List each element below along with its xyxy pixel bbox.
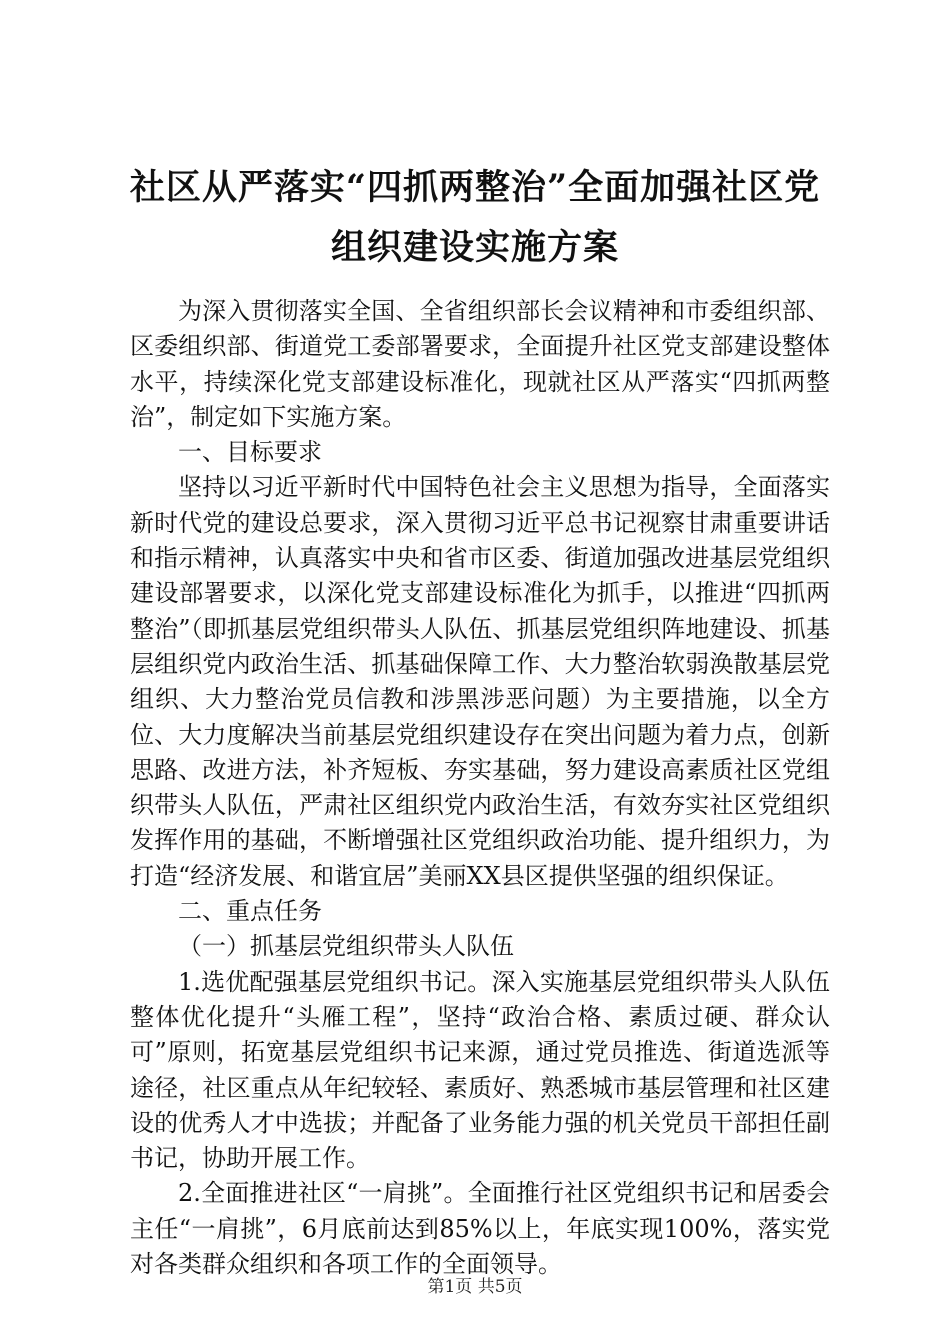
- section-heading-goals: 一、目标要求: [178, 438, 322, 467]
- task-item-2: 2.全面推进社区“一肩挑”。全面推行社区党组织书记和居委会主任“一肩挑”，6月底前达到85%以上，年底实现100%，落实党对各类群众组织和各项工作的全面领导。: [130, 1179, 830, 1279]
- intro-paragraph: 为深入贯彻落实全国、全省组织部长会议精神和市委组织部、区委组织部、街道党工委部署要求，全面提升社区党支部建设整体水平，持续深化党支部建设标准化，现就社区从严落实“四抓两整治”，制定如下实施方案。: [130, 297, 830, 431]
- document-title-line-1: 社区从严落实“四抓两整治”全面加强社区党: [129, 167, 821, 208]
- page-number-footer: 第1页 共5页: [427, 1277, 523, 1297]
- document-body: [130, 294, 830, 1282]
- subsection-heading-leaders: （一）抓基层党组织带头人队伍: [178, 932, 514, 961]
- section-heading-tasks: 二、重点任务: [178, 897, 322, 926]
- task-item-1: 1.选优配强基层党组织书记。深入实施基层党组织带头人队伍整体优化提升“头雁工程”，坚持“政治合格、素质过硬、群众认可”原则，拓宽基层党组织书记来源，通过党员推选、街道选派等途径，社区重点从年纪较轻、素质好、熟悉城市基层管理和社区建设的优秀人才中选拔；并配备了业务能力强的机关党员干部担任副书记，协助开展工作。: [130, 967, 830, 1173]
- document-title-line-2: 组织建设实施方案: [330, 227, 619, 268]
- goals-paragraph: 坚持以习近平新时代中国特色社会主义思想为指导，全面落实新时代党的建设总要求，深入贯彻习近平总书记视察甘肃重要讲话和指示精神，认真落实中央和省市区委、街道加强改进基层党组织建设部署要求，以深化党支部建设标准化为抓手，以推进“四抓两整治”（即抓基层党组织带头人队伍、抓基层党组织阵地建设、抓基层组织党内政治生活、抓基础保障工作、大力整治软弱涣散基层党组织、大力整治党员信教和涉黑涉恶问题）为主要措施，以全方位、大力度解决当前基层党组织建设存在突出问题为着力点，创新思路、改进方法，补齐短板、夯实基础，努力建设高素质社区党组织带头人队伍，严肃社区组织党内政治生活，有效夯实社区党组织发挥作用的基础，不断增强社区党组织政治功能、提升组织力，为打造“经济发展、和谐宜居”美丽XX县区提供坚强的组织保证。: [130, 473, 830, 890]
